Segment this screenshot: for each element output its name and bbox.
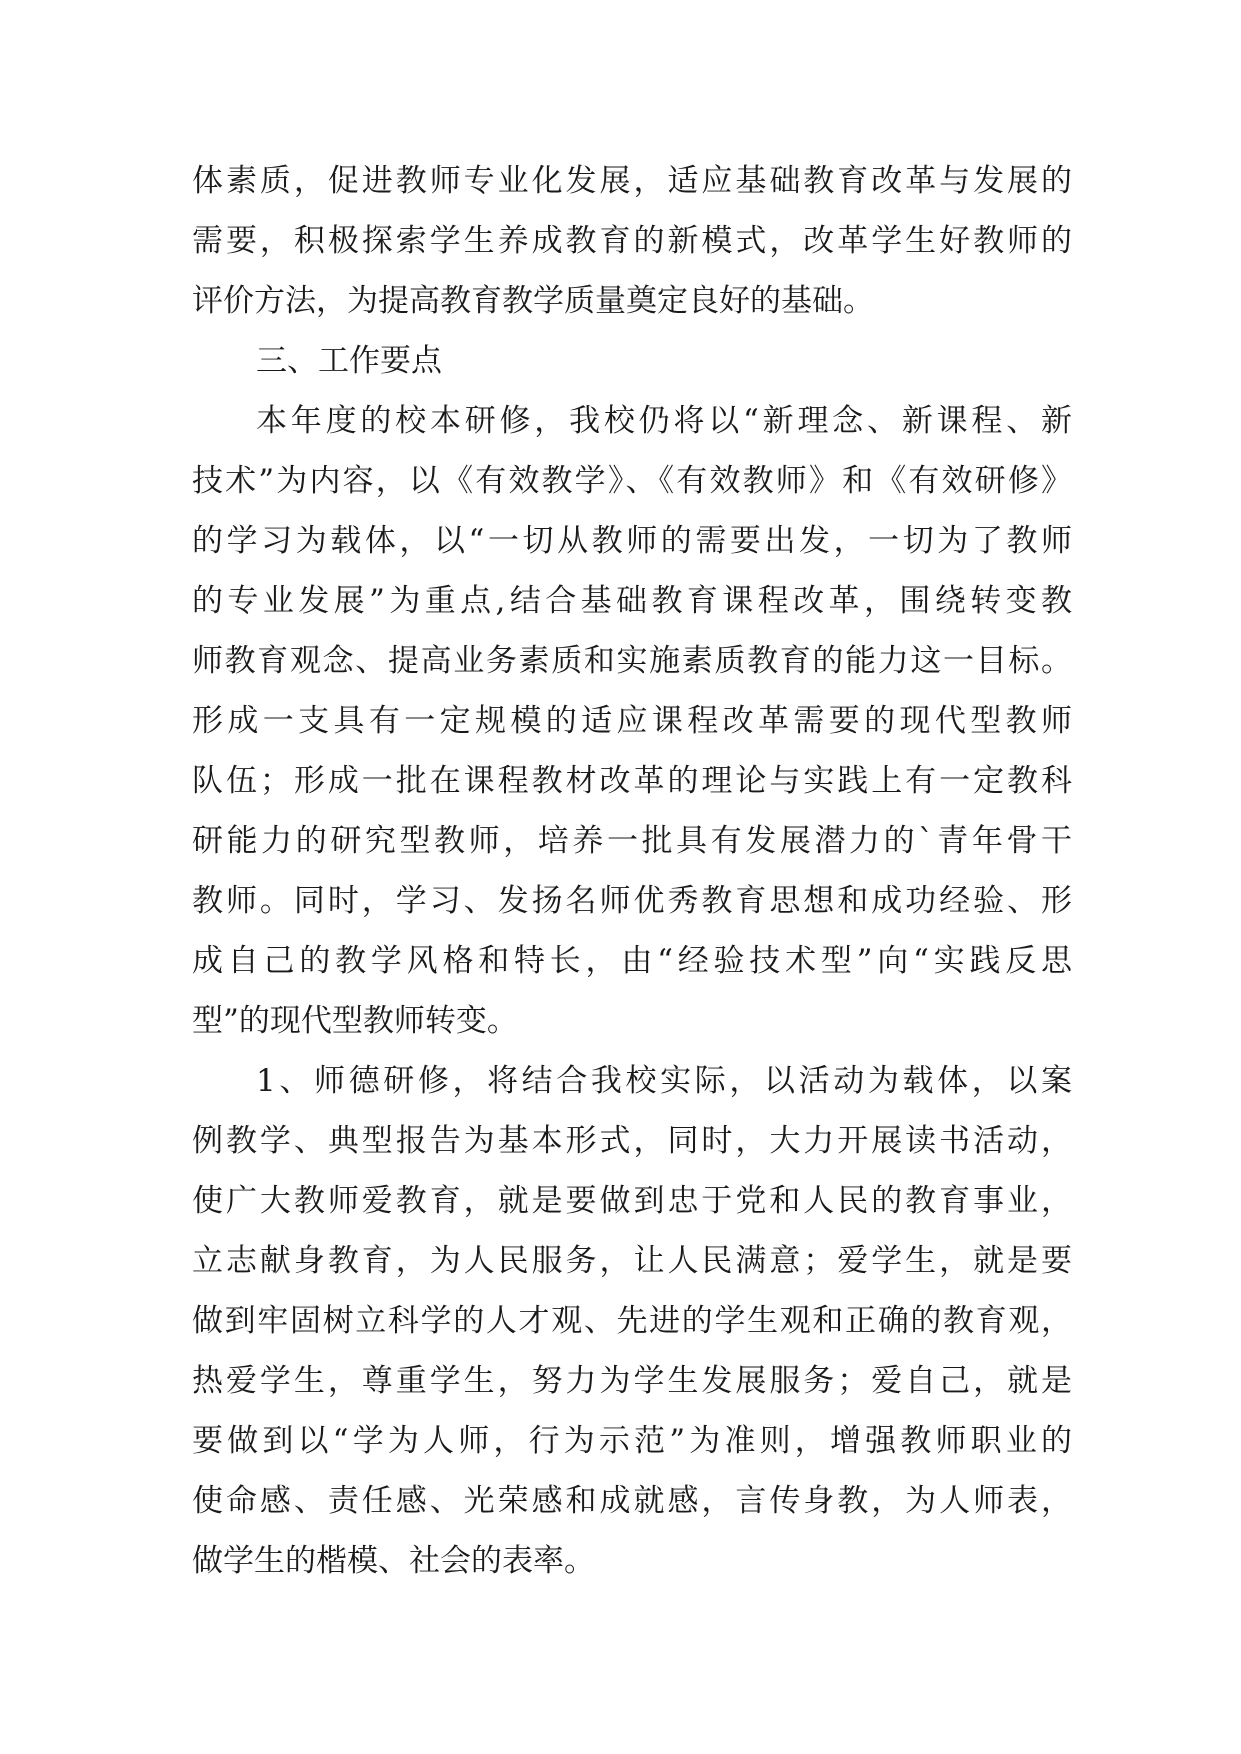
text-line: 要做到以“学为人师，行为示范”为准则，增强教师职业的 bbox=[192, 1423, 1072, 1459]
text-line: 使命感、责任感、光荣感和成就感，言传身教，为人师表， bbox=[192, 1483, 1072, 1519]
text-line: 例教学、典型报告为基本形式，同时，大力开展读书活动， bbox=[192, 1123, 1072, 1159]
text-line: 使广大教师爱教育，就是要做到忠于党和人民的教育事业， bbox=[192, 1183, 1072, 1219]
text-line: 本年度的校本研修，我校仍将以“新理念、新课程、新 bbox=[256, 403, 1072, 439]
text-line: 形成一支具有一定规模的适应课程改革需要的现代型教师 bbox=[192, 703, 1072, 739]
text-line: 做到牢固树立科学的人才观、先进的学生观和正确的教育观， bbox=[192, 1303, 1072, 1339]
text-line: 型”的现代型教师转变。 bbox=[192, 1003, 518, 1039]
text-line: 教师。同时，学习、发扬名师优秀教育思想和成功经验、形 bbox=[192, 883, 1072, 919]
text-line: 需要，积极探索学生养成教育的新模式，改革学生好教师的 bbox=[192, 223, 1072, 259]
section-heading: 三、工作要点 bbox=[256, 343, 442, 379]
text-line: 师教育观念、提高业务素质和实施素质教育的能力这一目标。 bbox=[192, 643, 1072, 679]
text-line: 成自己的教学风格和特长，由“经验技术型”向“实践反思 bbox=[192, 943, 1072, 979]
text-line: 体素质，促进教师专业化发展，适应基础教育改革与发展的 bbox=[192, 163, 1072, 199]
text-line: 热爱学生，尊重学生，努力为学生发展服务；爱自己，就是 bbox=[192, 1363, 1072, 1399]
text-line: 的专业发展”为重点,结合基础教育课程改革，围绕转变教 bbox=[192, 583, 1072, 619]
document-body bbox=[192, 151, 1072, 1591]
text-line: 的学习为载体，以“一切从教师的需要出发，一切为了教师 bbox=[192, 523, 1072, 559]
text-line: 评价方法，为提高教育教学质量奠定良好的基础。 bbox=[192, 283, 874, 319]
text-line: 研能力的研究型教师，培养一批具有发展潜力的`青年骨干 bbox=[192, 823, 1072, 859]
text-line: 1、师德研修，将结合我校实际，以活动为载体，以案 bbox=[256, 1063, 1072, 1099]
text-line: 做学生的楷模、社会的表率。 bbox=[192, 1543, 595, 1579]
text-line: 队伍；形成一批在课程教材改革的理论与实践上有一定教科 bbox=[192, 763, 1072, 799]
text-line: 立志献身教育，为人民服务，让人民满意；爱学生，就是要 bbox=[192, 1243, 1072, 1279]
text-line: 技术”为内容，以《有效教学》、《有效教师》和《有效研修》 bbox=[192, 463, 1072, 499]
